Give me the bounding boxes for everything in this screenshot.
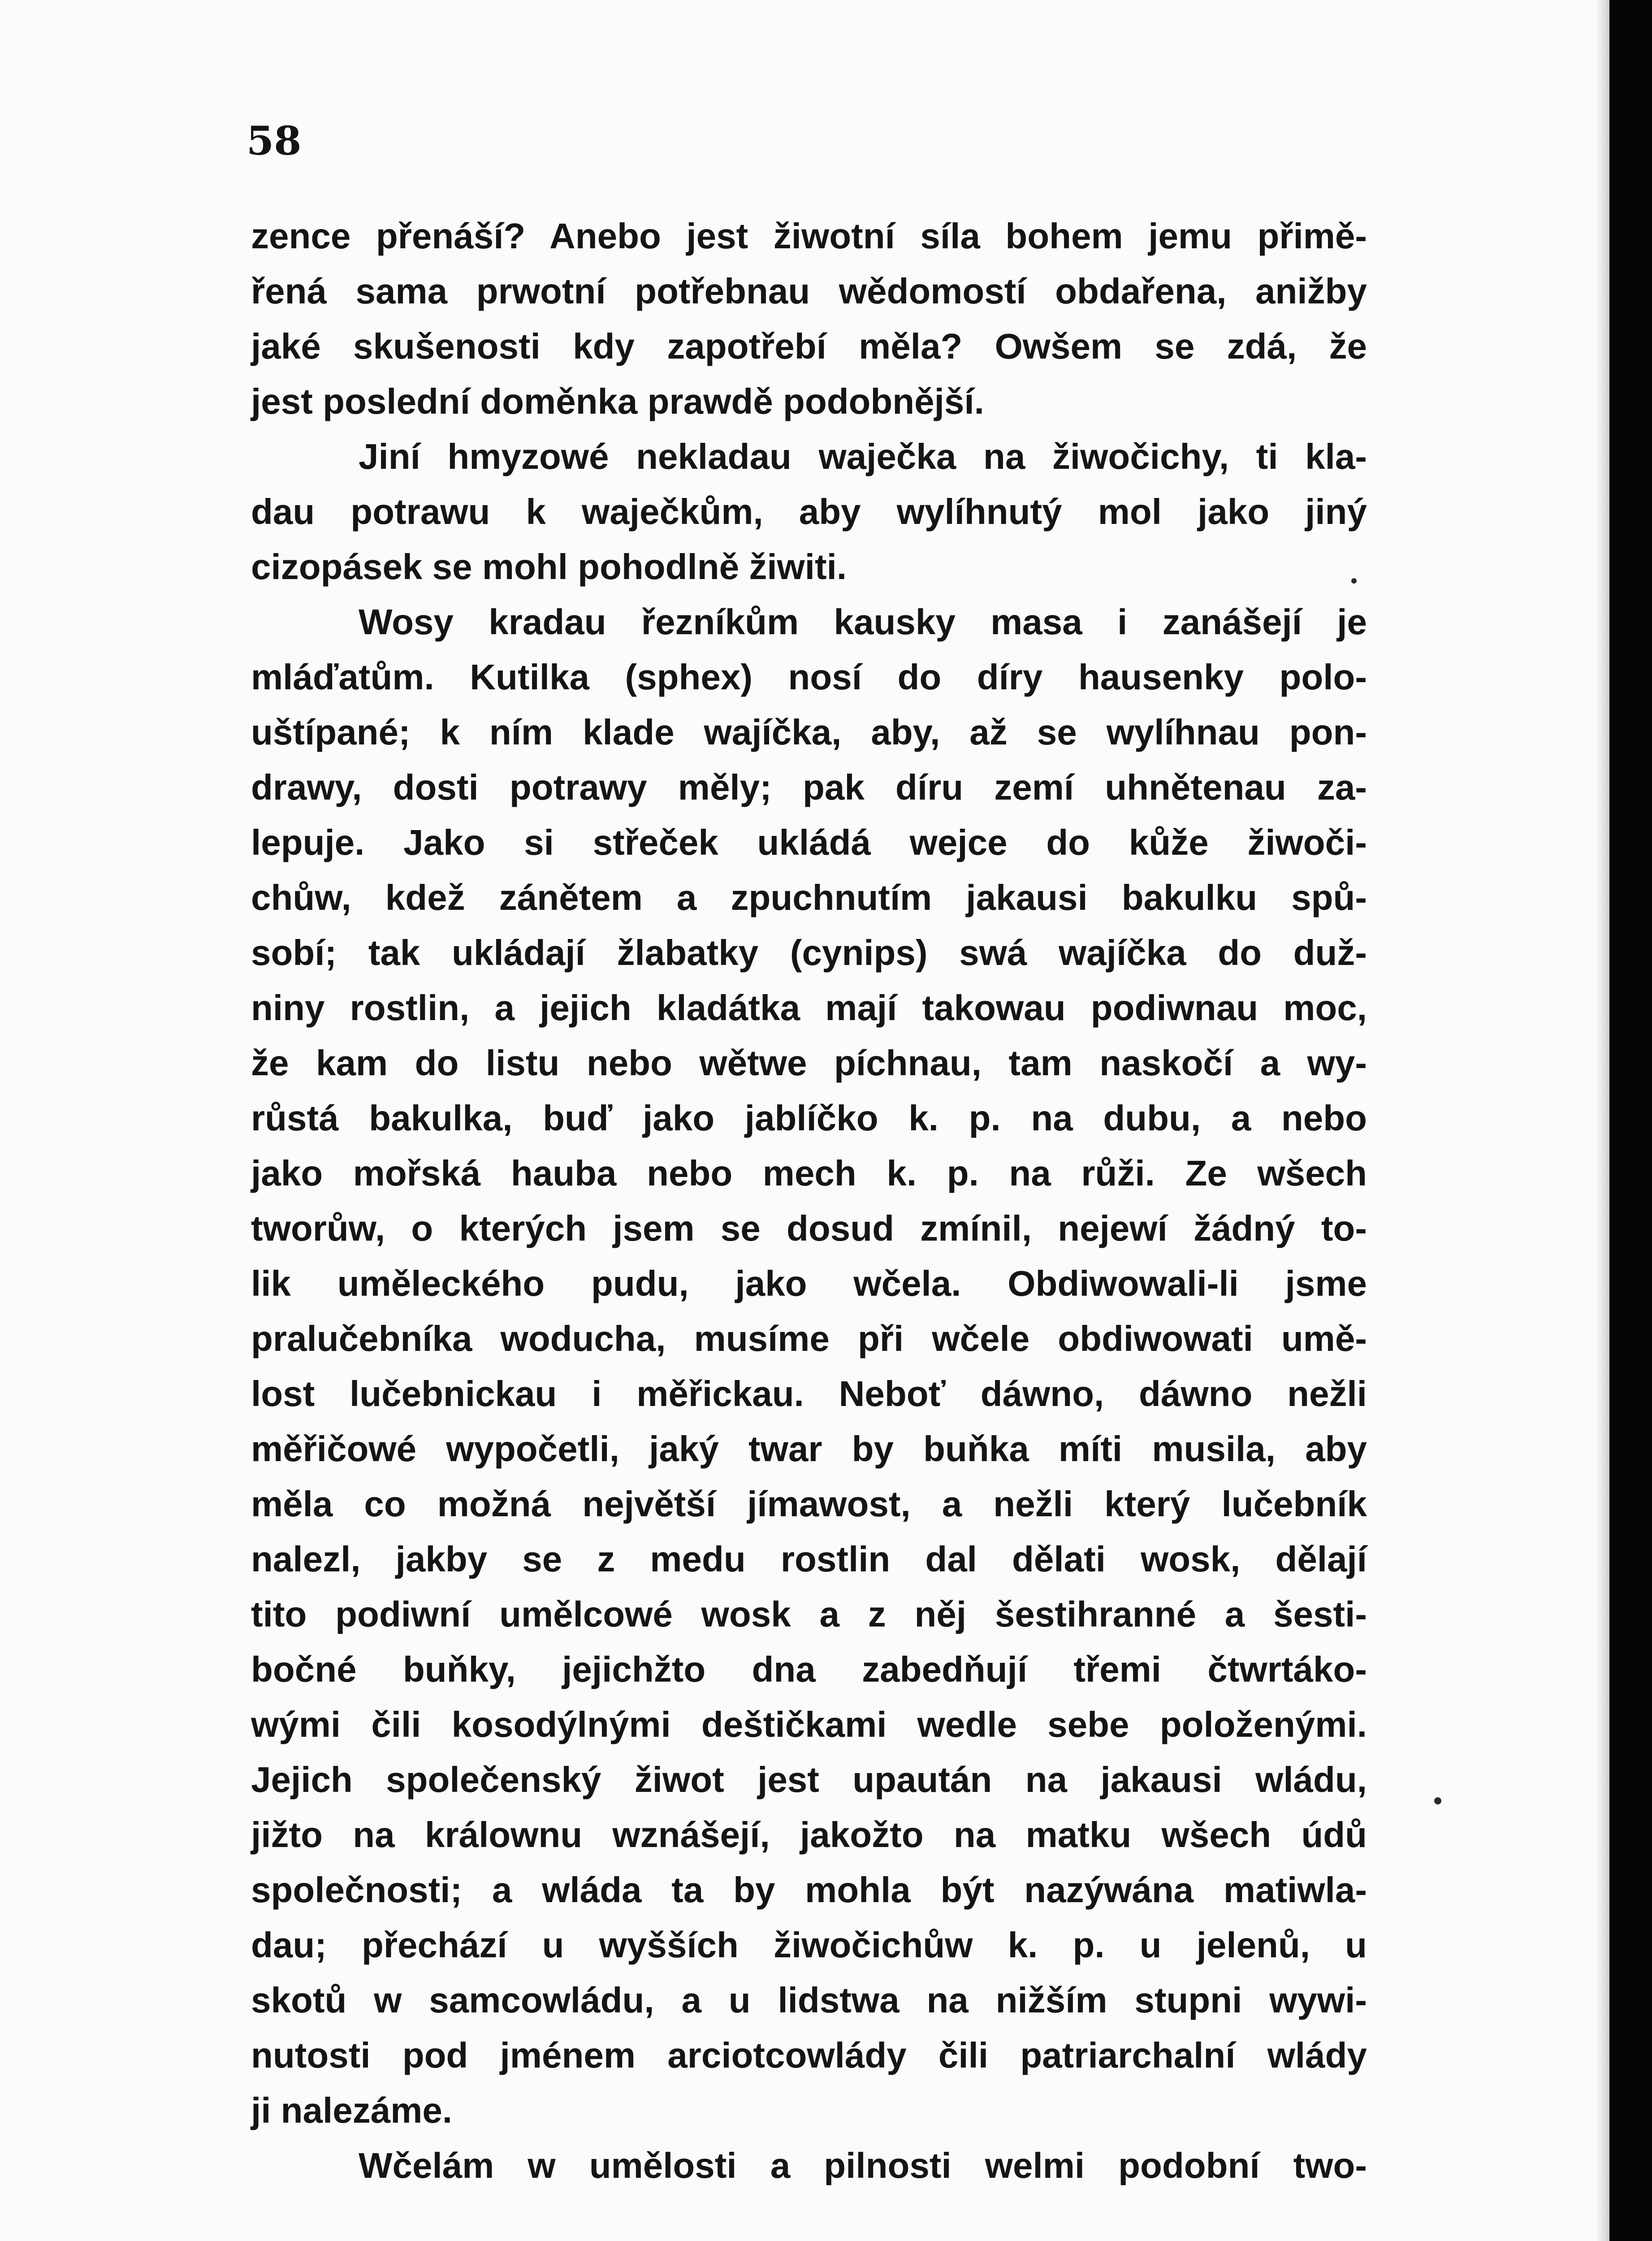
- text-line: nutosti pod jménem arciotcowlády čili patriarchalní wlády: [251, 2035, 1367, 2075]
- scan-speck: [1434, 1797, 1441, 1804]
- text-line: tito podiwní umělcowé wosk a z něj šestihranné a šesti-: [251, 1594, 1367, 1634]
- scan-border: [1609, 0, 1652, 2241]
- scan-speck: [1351, 578, 1357, 584]
- text-line: jaké skušenosti kdy zapotřebí měla? Owšem se zdá, že: [251, 326, 1367, 366]
- text-line: jako mořská hauba nebo mech k. p. na růži. Ze wšech: [251, 1153, 1367, 1193]
- text-line: bočné buňky, jejichžto dna zabedňují třemi čtwrtáko-: [251, 1649, 1367, 1689]
- text-line: sobí; tak ukládají žlabatky (cynips) swá wajíčka do duž-: [251, 933, 1367, 973]
- text-line: měla co možná největší jímawost, a nežli který lučebník: [251, 1484, 1367, 1524]
- text-line: měřičowé wypočetli, jaký twar by buňka míti musila, aby: [251, 1429, 1367, 1469]
- text-line: jižto na králownu wznášejí, jakožto na matku wšech údů: [251, 1815, 1367, 1855]
- text-line: Jejich společenský žiwot jest upaután na jakausi wládu,: [251, 1760, 1367, 1800]
- text-line: cizopásek se mohl pohodlně žiwiti.: [251, 547, 847, 587]
- text-line: dau; přechází u wyšších žiwočichůw k. p. u jelenů, u: [251, 1925, 1367, 1965]
- page-number: 58: [247, 117, 302, 164]
- text-line: Jiní hmyzowé nekladau waječka na žiwočichy, ti kla-: [359, 437, 1367, 476]
- text-line: lepuje. Jako si střeček ukládá wejce do kůže žiwoči-: [251, 822, 1367, 862]
- text-line: niny rostlin, a jejich kladátka mají takowau podiwnau moc,: [251, 988, 1367, 1028]
- text-line: nalezl, jakby se z medu rostlin dal dělati wosk, dělají: [251, 1539, 1367, 1579]
- text-line: zence přenáší? Anebo jest žiwotní síla bohem jemu přimě-: [251, 216, 1367, 256]
- text-line: wými čili kosodýlnými deštičkami wedle sebe položenými.: [251, 1705, 1367, 1744]
- text-line: skotů w samcowládu, a u lidstwa na nižším stupni wywi-: [251, 1980, 1367, 2020]
- text-line: drawy, dosti potrawy měly; pak díru zemí uhnětenau za-: [251, 767, 1367, 807]
- text-line: růstá bakulka, buď jako jablíčko k. p. na dubu, a nebo: [251, 1098, 1367, 1138]
- text-line: uštípané; k ním klade wajíčka, aby, až se wylíhnau pon-: [251, 712, 1367, 752]
- body-text: [251, 208, 1367, 2193]
- text-line: pralučebníka woducha, musíme při wčele obdiwowati umě-: [251, 1319, 1367, 1358]
- text-line: ji nalezáme.: [251, 2090, 453, 2130]
- text-line: společnosti; a wláda ta by mohla být nazýwána matiwla-: [251, 1870, 1367, 1910]
- text-line: lik uměleckého pudu, jako wčela. Obdiwowali-li jsme: [251, 1263, 1367, 1303]
- text-line: Wosy kradau řezníkům kausky masa i zanášejí je: [359, 602, 1367, 642]
- text-line: že kam do listu nebo wětwe píchnau, tam naskočí a wy-: [251, 1043, 1367, 1083]
- text-line: mláďatům. Kutilka (sphex) nosí do díry hausenky polo-: [251, 657, 1367, 697]
- text-line: řená sama prwotní potřebnau wědomostí obdařena, anižby: [251, 271, 1367, 311]
- text-line: chůw, kdež zánětem a zpuchnutím jakausi bakulku spů-: [251, 878, 1367, 917]
- spine-edge-shadow: [1596, 0, 1609, 2241]
- text-line: lost lučebnickau i měřickau. Neboť dáwno, dáwno nežli: [251, 1374, 1367, 1414]
- text-line: dau potrawu k waječkům, aby wylíhnutý mol jako jiný: [251, 492, 1367, 532]
- text-line: jest poslední doměnka prawdě podobnější.: [251, 381, 984, 421]
- text-line: Wčelám w umělosti a pilnosti welmi podobní two-: [359, 2146, 1367, 2185]
- text-line: tworůw, o kterých jsem se dosud zmínil, nejewí žádný to-: [251, 1208, 1367, 1248]
